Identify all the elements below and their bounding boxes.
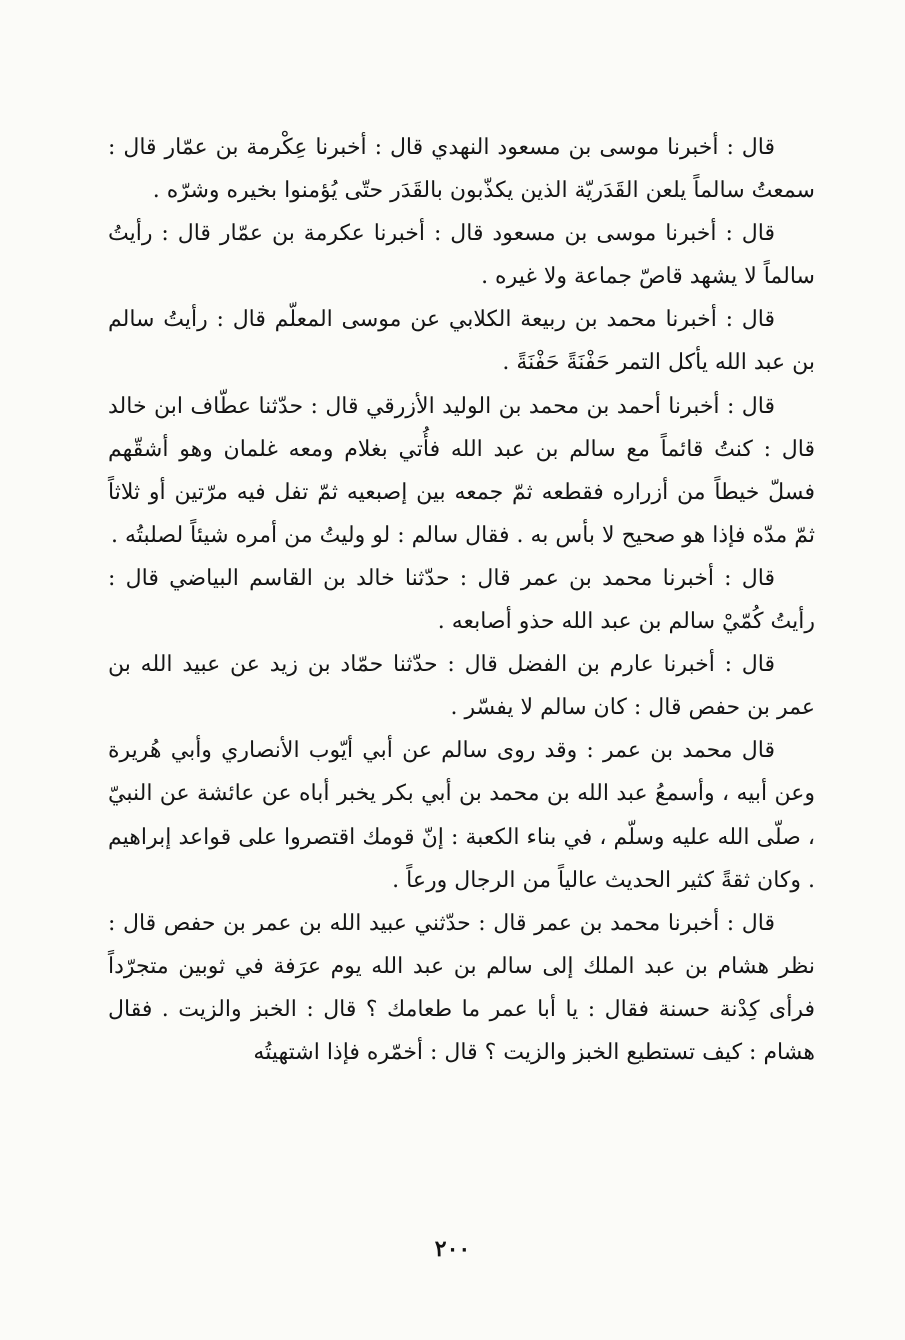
- page-number: ٢٠٠: [434, 1236, 471, 1262]
- paragraph-2: قال : أخبرنا موسى بن مسعود قال : أخبرنا عكرمة بن عمّار قال : رأيتُ سالماً لا يشهد قاصّ جماعة ولا غيره .: [108, 221, 815, 290]
- paragraph-8: قال : أخبرنا محمد بن عمر قال : حدّثني عبيد الله بن عمر بن حفص قال : نظر هشام بن عبد الملك إلى سالم بن عبد الله يوم عرَفة في ثوبين متجرّداً فرأى كِدْنة حسنة فقال : يا أبا عمر ما طعامك ؟ قال : الخبز والزيت . فقال هشام : كيف تستطيع الخبز والزيت ؟ قال : أخمّره فإذا اشتهيتُه: [108, 910, 815, 1065]
- paragraph-3: قال : أخبرنا محمد بن ربيعة الكلابي عن موسى المعلّم قال : رأيتُ سالم بن عبد الله يأكل التمر حَفْنَةً حَفْنَةً .: [108, 307, 815, 376]
- body-text: [108, 126, 815, 1074]
- paragraph-6: قال : أخبرنا عارم بن الفضل قال : حدّثنا حمّاد بن زيد عن عبيد الله بن عمر بن حفص قال : كان سالم لا يفسّر .: [108, 652, 815, 721]
- paragraph-5: قال : أخبرنا محمد بن عمر قال : حدّثنا خالد بن القاسم البياضي قال : رأيتُ كُمّيْ سالم بن عبد الله حذو أصابعه .: [108, 565, 815, 635]
- paragraph-7: قال محمد بن عمر : وقد روى سالم عن أبي أيّوب الأنصاري وأبي هُريرة وعن أبيه ، وأسمعُ عبد الله بن محمد بن أبي بكر يخبر أباه عن عائشة عن النبيّ ، صلّى الله عليه وسلّم ، في بناء الكعبة : إنّ قومك اقتصروا على قواعد إبراهيم . وكان ثقةً كثير الحديث عالياً من الرجال ورعاً .: [108, 738, 815, 893]
- paragraph-4: قال : أخبرنا أحمد بن محمد بن الوليد الأزرقي قال : حدّثنا عطّاف ابن خالد قال : كنتُ قائماً مع سالم بن عبد الله فأُتي بغلام ومعه غلمان وهو أشقّهم فسلّ خيطاً من أزراره فقطعه ثمّ جمعه بين إصبعيه ثمّ تفل فيه مرّتين أو ثلاثاً ثمّ مدّه فإذا هو صحيح لا بأس به . فقال سالم : لو وليتُ من أمره شيئاً لصلبتُه .: [108, 393, 815, 548]
- paragraph-1: قال : أخبرنا موسى بن مسعود النهدي قال : أخبرنا عِكْرمة بن عمّار قال : سمعتُ سالماً يلعن القَدَريّة الذين يكذّبون بالقَدَر حتّى يُؤمنوا بخيره وشرّه .: [108, 135, 815, 204]
